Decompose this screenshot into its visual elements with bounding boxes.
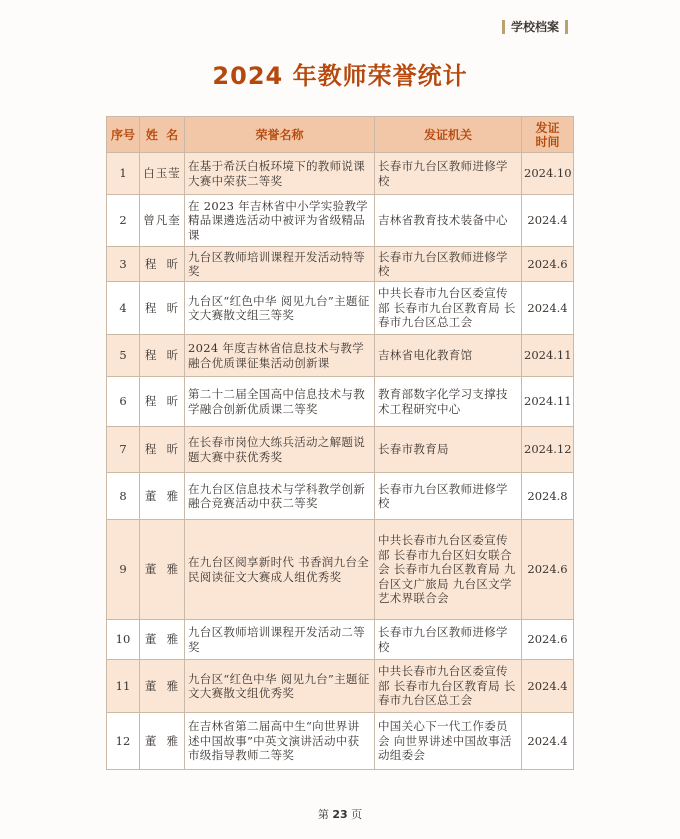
cell-date: 2024.4 (522, 195, 574, 247)
page-number: 23 (332, 808, 348, 821)
cell-issuer: 长春市九台区教师进修学校 (375, 620, 522, 660)
footer-suffix: 页 (351, 808, 363, 821)
cell-issuer: 中共长春市九台区委宣传部 长春市九台区教育局 长春市九台区总工会 (375, 282, 522, 335)
cell-date: 2024.8 (522, 473, 574, 520)
cell-date: 2024.6 (522, 247, 574, 282)
cell-issuer: 长春市九台区教师进修学校 (375, 473, 522, 520)
cell-issuer: 吉林省教育技术装备中心 (375, 195, 522, 247)
cell-honor: 九台区“红色中华 阅见九台”主题征文大赛散文组优秀奖 (185, 660, 375, 713)
cell-honor: 九台区“红色中华 阅见九台”主题征文大赛散文组三等奖 (185, 282, 375, 335)
cell-no: 7 (107, 427, 140, 473)
cell-honor: 在长春市岗位大练兵活动之解题说题大赛中获优秀奖 (185, 427, 375, 473)
cell-honor: 第二十二届全国高中信息技术与教学融合创新优质课二等奖 (185, 377, 375, 427)
cell-date: 2024.11 (522, 335, 574, 377)
header-date-line2: 时间 (535, 134, 560, 149)
cell-honor: 在吉林省第二届高中生“向世界讲述中国故事”中英文演讲活动中获市级指导教师二等奖 (185, 713, 375, 770)
cell-honor: 在基于希沃白板环境下的教师说课大赛中荣获二等奖 (185, 153, 375, 195)
cell-name: 董 雅 (140, 520, 185, 620)
cell-honor: 在九台区阅享新时代 书香润九台全民阅读征文大赛成人组优秀奖 (185, 520, 375, 620)
cell-name: 程 昕 (140, 377, 185, 427)
cell-no: 2 (107, 195, 140, 247)
cell-date: 2024.4 (522, 713, 574, 770)
cell-no: 8 (107, 473, 140, 520)
cell-no: 5 (107, 335, 140, 377)
table-row (107, 195, 574, 247)
cell-issuer: 长春市教育局 (375, 427, 522, 473)
table-row (107, 153, 574, 195)
section-tag: 学校档案 (502, 20, 568, 34)
cell-name: 程 昕 (140, 427, 185, 473)
cell-name: 程 昕 (140, 335, 185, 377)
table-row (107, 473, 574, 520)
cell-name: 程 昕 (140, 282, 185, 335)
page-footer (0, 806, 680, 822)
table-header-row (107, 117, 574, 153)
cell-name: 董 雅 (140, 473, 185, 520)
cell-honor: 2024 年度吉林省信息技术与教学融合优质课征集活动创新课 (185, 335, 375, 377)
cell-honor: 在 2023 年吉林省中小学实验教学精品课遴选活动中被评为省级精品课 (185, 195, 375, 247)
cell-date: 2024.6 (522, 520, 574, 620)
cell-name: 曾凡奎 (140, 195, 185, 247)
cell-no: 9 (107, 520, 140, 620)
table-row (107, 660, 574, 713)
cell-issuer: 中共长春市九台区委宣传部 长春市九台区教育局 长春市九台区总工会 (375, 660, 522, 713)
table-row (107, 620, 574, 660)
cell-date: 2024.4 (522, 660, 574, 713)
table-row (107, 520, 574, 620)
table-row (107, 282, 574, 335)
cell-no: 12 (107, 713, 140, 770)
table-row (107, 713, 574, 770)
cell-issuer: 长春市九台区教师进修学校 (375, 153, 522, 195)
page-title: 2024 年教师荣誉统计 (212, 62, 468, 90)
table-row (107, 335, 574, 377)
header-honor: 荣誉名称 (185, 117, 375, 153)
cell-date: 2024.4 (522, 282, 574, 335)
cell-no: 3 (107, 247, 140, 282)
cell-no: 10 (107, 620, 140, 660)
cell-date: 2024.6 (522, 620, 574, 660)
cell-honor: 九台区教师培训课程开发活动特等奖 (185, 247, 375, 282)
header-date-line1: 发证 (535, 120, 560, 135)
cell-name: 董 雅 (140, 713, 185, 770)
cell-issuer: 长春市九台区教师进修学校 (375, 247, 522, 282)
cell-name: 董 雅 (140, 620, 185, 660)
cell-date: 2024.10 (522, 153, 574, 195)
cell-name: 董 雅 (140, 660, 185, 713)
cell-no: 11 (107, 660, 140, 713)
table-row (107, 427, 574, 473)
cell-honor: 九台区教师培训课程开发活动二等奖 (185, 620, 375, 660)
cell-no: 4 (107, 282, 140, 335)
cell-no: 6 (107, 377, 140, 427)
table-row (107, 377, 574, 427)
header-name: 姓 名 (140, 117, 185, 153)
header-issuer: 发证机关 (375, 117, 522, 153)
header-no: 序号 (107, 117, 140, 153)
cell-issuer: 教育部数字化学习支撑技术工程研究中心 (375, 377, 522, 427)
header-date (522, 117, 574, 153)
cell-date: 2024.12 (522, 427, 574, 473)
cell-honor: 在九台区信息技术与学科教学创新融合竞赛活动中获二等奖 (185, 473, 375, 520)
cell-issuer: 中共长春市九台区委宣传部 长春市九台区妇女联合会 长春市九台区教育局 九台区文广旅局 九台区文学艺术界联合会 (375, 520, 522, 620)
cell-issuer: 中国关心下一代工作委员会 向世界讲述中国故事活动组委会 (375, 713, 522, 770)
honor-table (106, 116, 574, 770)
cell-date: 2024.11 (522, 377, 574, 427)
cell-issuer: 吉林省电化教育馆 (375, 335, 522, 377)
cell-name: 程 昕 (140, 247, 185, 282)
cell-no: 1 (107, 153, 140, 195)
table-row (107, 247, 574, 282)
cell-name: 白玉莹 (140, 153, 185, 195)
footer-prefix: 第 (317, 808, 329, 821)
